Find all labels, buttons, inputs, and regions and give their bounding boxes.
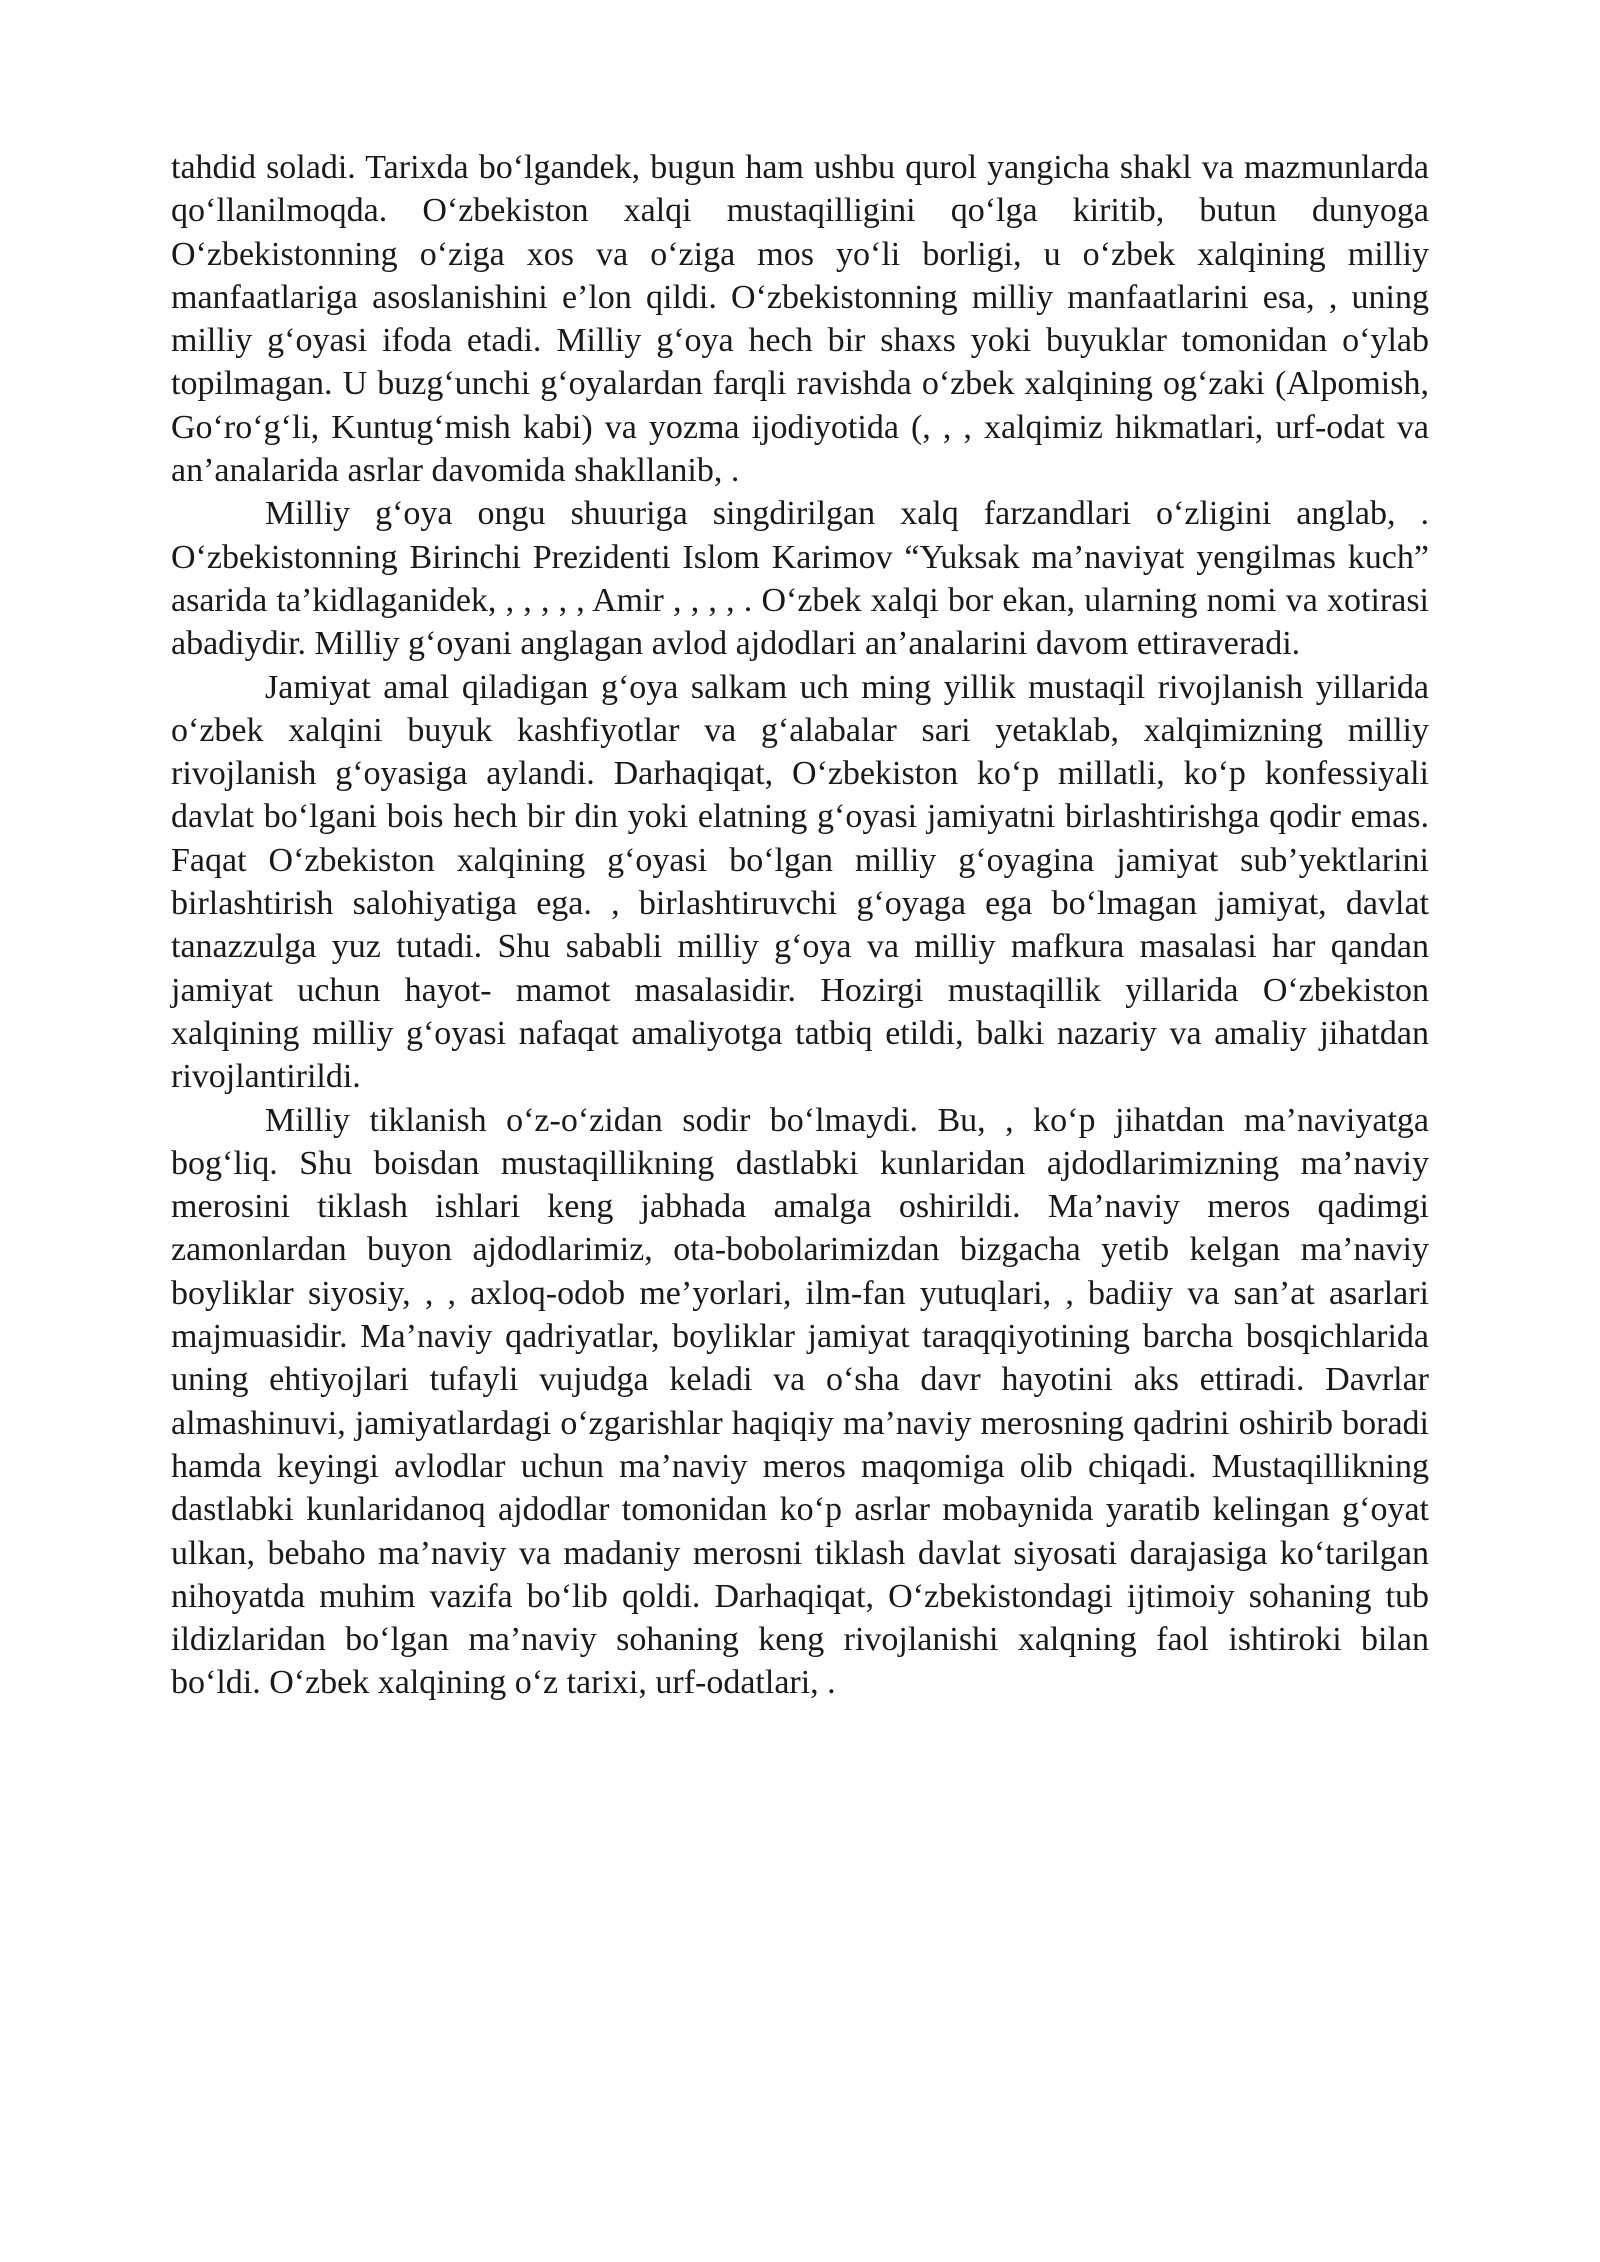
paragraph-4: Milliy tiklanish o‘z-o‘zidan sodir bo‘lmaydi. Bu, , ko‘p jihatdan ma’naviyatga bog‘liq. Shu boisdan mustaqillikning dastlabki kunlaridan ajdodlarimizning ma’naviy merosini tiklash ishlari keng jabhada amalga oshirildi. Ma’naviy meros qadimgi zamonlardan buyon ajdodlarimiz, ota-bobolarimizdan bizgacha yetib kelgan ma’naviy boyliklar siyosiy, , , axloq-odob me’yorlari, ilm-fan yutuqlari, , badiiy va san’at asarlari majmuasidir. Ma’naviy qadriyatlar, boyliklar jamiyat taraqqiyotining barcha bosqichlarida uning ehtiyojlari tufayli vujudga keladi va o‘sha davr hayotini aks ettiradi. Davrlar almashinuvi, jamiyatlardagi o‘zgarishlar haqiqiy ma’naviy merosning qadrini oshirib boradi hamda keyingi avlodlar uchun ma’naviy meros maqomiga olib chiqadi. Mustaqillikning dastlabki kunlaridanoq ajdodlar tomonidan ko‘p asrlar mobaynida yaratib kelingan g‘oyat ulkan, bebaho ma’naviy va madaniy merosni tiklash davlat siyosati darajasiga ko‘tarilgan nihoyatda muhim vazifa bo‘lib qoldi. Darhaqiqat, O‘zbekistondagi ijtimoiy sohaning tub ildizlaridan bo‘lgan ma’naviy sohaning keng rivojlanishi xalqning faol ishtiroki bilan bo‘ldi. O‘zbek xalqining o‘z tarixi, urf-odatlari, . (171, 1101, 1429, 1702)
paragraph-3: Jamiyat amal qiladigan g‘oya salkam uch ming yillik mustaqil rivojlanish yillarida o‘zbek xalqini buyuk kashfiyotlar va g‘alabalar sari yetaklab, xalqimizning milliy rivojlanish g‘oyasiga aylandi. Darhaqiqat, O‘zbekiston ko‘p millatli, ko‘p konfessiyali davlat bo‘lgani bois hech bir din yoki elatning g‘oyasi jamiyatni birlashtirishga qodir emas. Faqat O‘zbekiston xalqining g‘oyasi bo‘lgan milliy g‘oyagina jamiyat sub’yektlarini birlashtirish salohiyatiga ega. , birlashtiruvchi g‘oyaga ega bo‘lmagan jamiyat, davlat tanazzulga yuz tutadi. Shu sababli milliy g‘oya va milliy mafkura masalasi har qandan jamiyat uchun hayot- mamot masalasidir. Hozirgi mustaqillik yillarida O‘zbekiston xalqining milliy g‘oyasi nafaqat amaliyotga tatbiq etildi, balki nazariy va amaliy jihatdan rivojlantirildi. (171, 668, 1429, 1096)
paragraph-2: Milliy g‘oya ongu shuuriga singdirilgan xalq farzandlari o‘zligini anglab, . O‘zbekistonning Birinchi Prezidenti Islom Karimov “Yuksak ma’naviyat yengilmas kuch” asarida ta’kidlaganidek, , , , , , Amir , , , , . O‘zbek xalqi bor ekan, ularning nomi va xotirasi abadiydir. Milliy g‘oyani anglagan avlod ajdodlari an’analarini davom ettiraveradi. (171, 495, 1429, 663)
paragraph-1: tahdid soladi. Tarixda bo‘lgandek, bugun ham ushbu qurol yangicha shakl va mazmunlarda qo‘llanilmoqda. O‘zbekiston xalqi mustaqilligini qo‘lga kiritib, butun dunyoga O‘zbekistonning o‘ziga xos va o‘ziga mos yo‘li borligi, u o‘zbek xalqining milliy manfaatlariga asoslanishini e’lon qildi. O‘zbekistonning milliy manfaatlarini esa, , uning milliy g‘oyasi ifoda etadi. Milliy g‘oya hech bir shaxs yoki buyuklar tomonidan o‘ylab topilmagan. U buzg‘unchi g‘oyalardan farqli ravishda o‘zbek xalqining og‘zaki (Alpomish, Go‘ro‘g‘li, Kuntug‘mish kabi) va yozma ijodiyotida (, , , xalqimiz hikmatlari, urf-odat va an’analarida asrlar davomida shakllanib, . (171, 149, 1429, 490)
document-page (171, 146, 1429, 1705)
